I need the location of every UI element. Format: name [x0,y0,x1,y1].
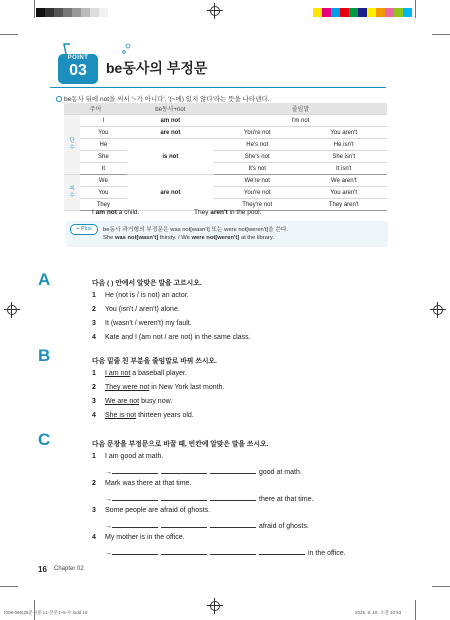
table-cell: It isn't [300,163,387,175]
crop-mark [415,600,416,620]
section-letter-c: C [38,430,51,449]
section-letter-b: B [38,346,51,365]
question-number: 4 [92,534,96,541]
question-text: She is not thirteen years old. [105,412,194,419]
table-header: 줄임말 [214,103,387,115]
table-cell: She's not [214,151,301,163]
title-divider [50,87,386,88]
question-text: You (isn't / aren't) alone. [105,306,180,313]
question-text: My mother is in the office. [105,534,185,541]
table-header: 주어 [64,103,127,115]
crop-mark [415,0,416,18]
example-sentence: They aren't in the pool. [194,209,262,216]
section-c-instruction: 다음 문장을 부정문으로 바꿀 때, 빈칸에 알맞은 말을 쓰시오. [92,441,269,448]
point-label: POINT [67,55,89,61]
arrow-icon: → [105,469,112,476]
table-cell: They aren't [300,199,387,211]
section-a-instruction: 다음 ( ) 안에서 알맞은 말을 고르시오. [92,280,202,287]
table-cell: are not [127,175,214,211]
intro-text: be동사 뒤에 not을 써서 '~가 아니다', '(~에) 있지 않다'라는 뜻을 나타낸다. [64,96,270,103]
table-cell: We aren't [300,175,387,187]
table-cell: I'm not [214,115,387,127]
plus-example: She was not[wasn't] thirsty. / We were not[weren't] at the library. [103,235,274,241]
question-text: I am good at math. [105,453,164,460]
table-cell: We're not [214,175,301,187]
table-cell: You're not [214,187,301,199]
answer-blank[interactable] [259,548,305,555]
question-text: He (not is / is not) an actor. [105,292,189,299]
answer-line: → in the office. [105,550,346,557]
question-text: It (wasn't / weren't) my fault. [105,320,192,327]
table-cell: is not [127,139,214,175]
answer-blank[interactable] [210,548,256,555]
question-number: 3 [92,507,96,514]
file-info: (008-066)25문사중 L1-본문1~5-수.indd 16 [4,610,88,615]
crop-mark [432,586,450,587]
table-cell: You're not [214,127,301,139]
plus-text: be동사 과거형의 부정문은 was not[wasn't] 또는 were not[weren't]을 쓴다. [103,227,289,233]
chapter-label: Chapter 02 [54,566,84,572]
answer-blank[interactable] [161,494,207,501]
question-text: Some people are afraid of ghosts. [105,507,211,514]
registration-mark-icon [4,302,20,318]
question-text: I am not a baseball player. [105,370,187,377]
question-number: 2 [92,384,96,391]
table-cell: He isn't [300,139,387,151]
answer-blank[interactable] [210,494,256,501]
registration-mark-icon [430,302,446,318]
question-number: 2 [92,306,96,313]
table-header: be동사+not [127,103,214,115]
question-text: Kate and I (am not / are not) in the same class. [105,334,251,341]
negation-table [64,103,387,211]
table-cell: am not [127,115,214,127]
answer-line: → there at that time. [105,496,314,503]
table-cell: She isn't [300,151,387,163]
point-badge [58,54,98,84]
question-number: 4 [92,412,96,419]
answer-blank[interactable] [112,467,158,474]
group-label-plural: 복 수 [64,175,80,211]
question-number: 1 [92,292,96,299]
question-number: 4 [92,334,96,341]
table-cell: They're not [214,199,301,211]
answer-blank[interactable] [112,548,158,555]
table-cell: He's not [214,139,301,151]
bullet-icon [56,96,62,102]
question-number: 2 [92,480,96,487]
table-cell: We [80,175,127,187]
arrow-icon: → [105,550,112,557]
question-number: 3 [92,320,96,327]
page-number: 16 [38,565,47,574]
question-text: They were not in New York last month. [105,384,225,391]
registration-mark-icon [207,3,223,19]
section-b-instruction: 다음 밑줄 친 부분을 줄임말로 바꿔 쓰시오. [92,358,217,365]
crop-mark [0,34,18,35]
table-cell: She [80,151,127,163]
plus-tag: + Plus [70,224,98,235]
table-cell: He [80,139,127,151]
table-cell: You aren't [300,187,387,199]
answer-blank[interactable] [210,467,256,474]
table-cell: You [80,187,127,199]
arrow-icon: → [105,523,112,530]
page-title: be동사의 부정문 [106,60,208,76]
point-number: 03 [69,62,87,79]
table-cell: They [80,199,127,211]
question-number: 3 [92,398,96,405]
question-number: 1 [92,453,96,460]
group-label-singular: 단 수 [64,115,80,175]
question-text: Mark was there at that time. [105,480,192,487]
answer-line: → good at math. [105,469,302,476]
answer-blank[interactable] [161,467,207,474]
table-cell: I [80,115,127,127]
date-info: 2025. 8. 18. 오전 10:53 [355,610,402,615]
answer-blank[interactable] [112,494,158,501]
question-number: 1 [92,370,96,377]
crop-mark [34,0,35,18]
answer-blank[interactable] [112,521,158,528]
crop-mark [0,586,18,587]
table-cell: are not [127,127,214,139]
registration-mark-icon [207,598,223,614]
crop-mark [432,34,450,35]
answer-blank[interactable] [161,548,207,555]
section-letter-a: A [38,270,51,289]
example-sentence: I am not a child. [92,209,140,216]
answer-blank[interactable] [161,521,207,528]
table-cell: It's not [214,163,301,175]
question-text: We are not busy now. [105,398,173,405]
table-cell: You [80,127,127,139]
answer-blank[interactable] [210,521,256,528]
table-cell: You aren't [300,127,387,139]
answer-line: → afraid of ghosts. [105,523,309,530]
table-cell: It [80,163,127,175]
arrow-icon: → [105,496,112,503]
